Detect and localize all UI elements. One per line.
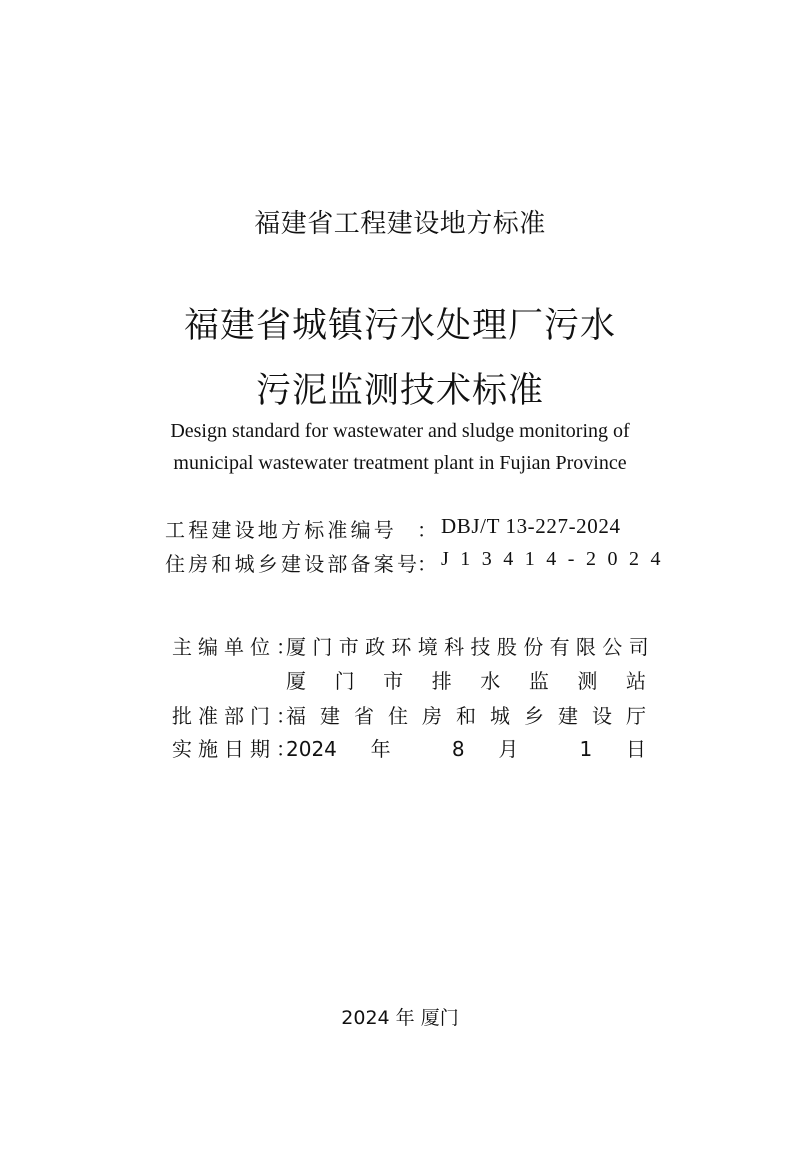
chief-editor-row	[172, 631, 652, 661]
record-number-colon: ：	[417, 552, 437, 576]
english-title-line-1: Design standard for wastewater and sludge monitoring of	[170, 420, 630, 442]
chief-editor-label: 主编单位：	[172, 635, 302, 659]
approval-department-label: 批准部门：	[172, 704, 302, 728]
english-title-line-2: municipal wastewater treatment plant in Fujian Province	[173, 452, 627, 474]
standard-number-label: 工程建设地方标准编号	[165, 518, 397, 542]
implementation-date-value: 2024 年 8 月 1 日	[286, 737, 646, 761]
implementation-date-label: 实施日期：	[172, 737, 302, 761]
implementation-date-row	[172, 733, 652, 763]
standard-series-heading: 福建省工程建设地方标准	[254, 209, 546, 239]
record-number-row	[165, 548, 672, 576]
document-title-line-1: 福建省城镇污水处理厂污水	[183, 306, 616, 346]
standard-number-colon: ：	[417, 518, 437, 542]
chief-editor-row-2	[172, 665, 652, 695]
approval-department-row	[172, 700, 652, 730]
record-number-label: 住房和城乡建设部备案号	[165, 552, 421, 576]
chief-editor-unit-2: 厦 门 市 排 水 监 测 站	[286, 669, 646, 693]
standard-number-value: DBJ/T 13-227-2024	[441, 514, 621, 538]
document-title-line-2: 污泥监测技术标准	[255, 371, 544, 411]
record-number-value: J13414-2024	[441, 548, 672, 570]
publication-year-place: 2024 年 厦门	[341, 1007, 459, 1029]
standard-number-row	[165, 514, 645, 542]
chief-editor-unit-1: 厦 门 市 政 环 境 科 技 股 份 有 限 公 司	[286, 635, 649, 659]
approval-department-value: 福 建 省 住 房 和 城 乡 建 设 厅	[286, 704, 646, 728]
